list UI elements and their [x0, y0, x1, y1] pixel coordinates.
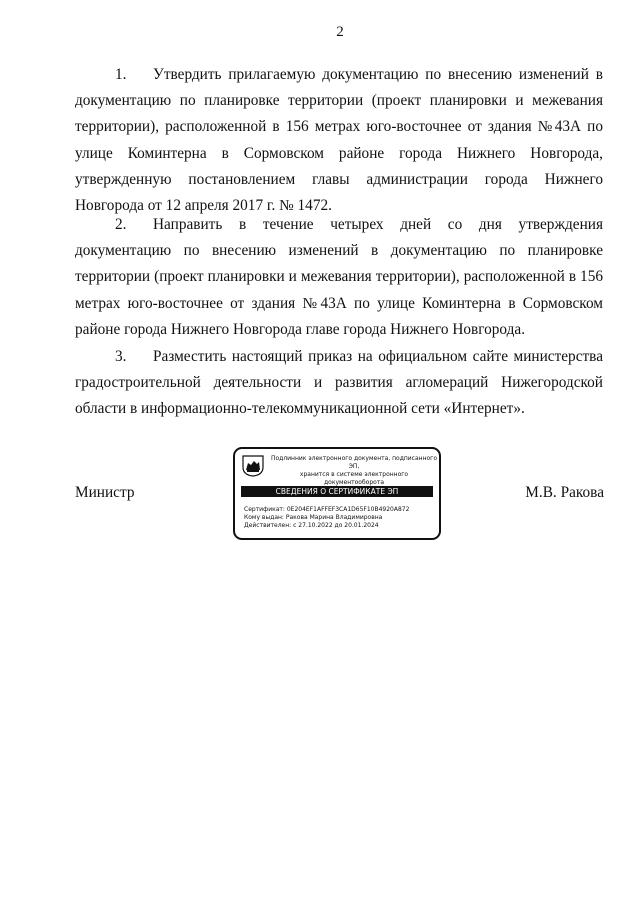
stamp-header-line-2: хранится в системе электронного документооборота: [299, 471, 409, 486]
paragraph-2-number: 2.: [115, 216, 127, 233]
paragraph-1-text: Утвердить прилагаемую документацию по внесению изменений в документацию по планировке территории (проект планировки и межевания территории), расположенной в 156 метрах юго-восточнее от здания №43А по улице Коминтерна в Сормовском районе города Нижнего Новгорода, утвержденную постановлением главы администрации города Нижнего Новгорода от 12 апреля 2017 г. № 1472.: [75, 66, 603, 215]
stamp-owner: Кому выдан: Ракова Марина Владимировна: [244, 514, 383, 521]
stamp-banner: СВЕДЕНИЯ О СЕРТИФИКАТЕ ЭП: [241, 486, 433, 497]
paragraph-1: [75, 62, 603, 219]
stamp-header: [270, 455, 438, 487]
paragraph-2: [75, 212, 603, 343]
paragraph-3: [75, 344, 603, 423]
paragraph-3-text: Разместить настоящий приказ на официальном сайте министерства градостроительной деятельности и развития агломераций Нижегородской области в информационно-телекоммуникационной сети «Интернет».: [75, 348, 603, 418]
paragraph-2-text: Направить в течение четырех дней со дня утверждения документацию по внесению изменений в документацию по планировке территории (проект планировки и межевания территории), расположенной в 156 метрах юго-восточнее от здания №43А по улице Коминтерна в Сормовском районе города Нижнего Новгорода главе города Нижнего Новгорода.: [75, 216, 603, 338]
electronic-signature-stamp: [233, 447, 441, 540]
stamp-validity: Действителен: с 27.10.2022 до 20.01.2024: [244, 522, 379, 529]
page-number: 2: [336, 24, 344, 40]
signatory-name: М.В. Ракова: [525, 484, 604, 501]
paragraph-3-number: 3.: [115, 348, 127, 365]
stamp-header-line-1: Подлинник электронного документа, подписанного ЭП,: [270, 455, 437, 470]
coat-of-arms-icon: [242, 455, 264, 477]
stamp-certificate: Сертификат: 0E204EF1AFFEF3CA1D65F10B4920A872: [244, 506, 410, 513]
signatory-role: Министр: [75, 484, 135, 501]
paragraph-1-number: 1.: [115, 66, 127, 83]
